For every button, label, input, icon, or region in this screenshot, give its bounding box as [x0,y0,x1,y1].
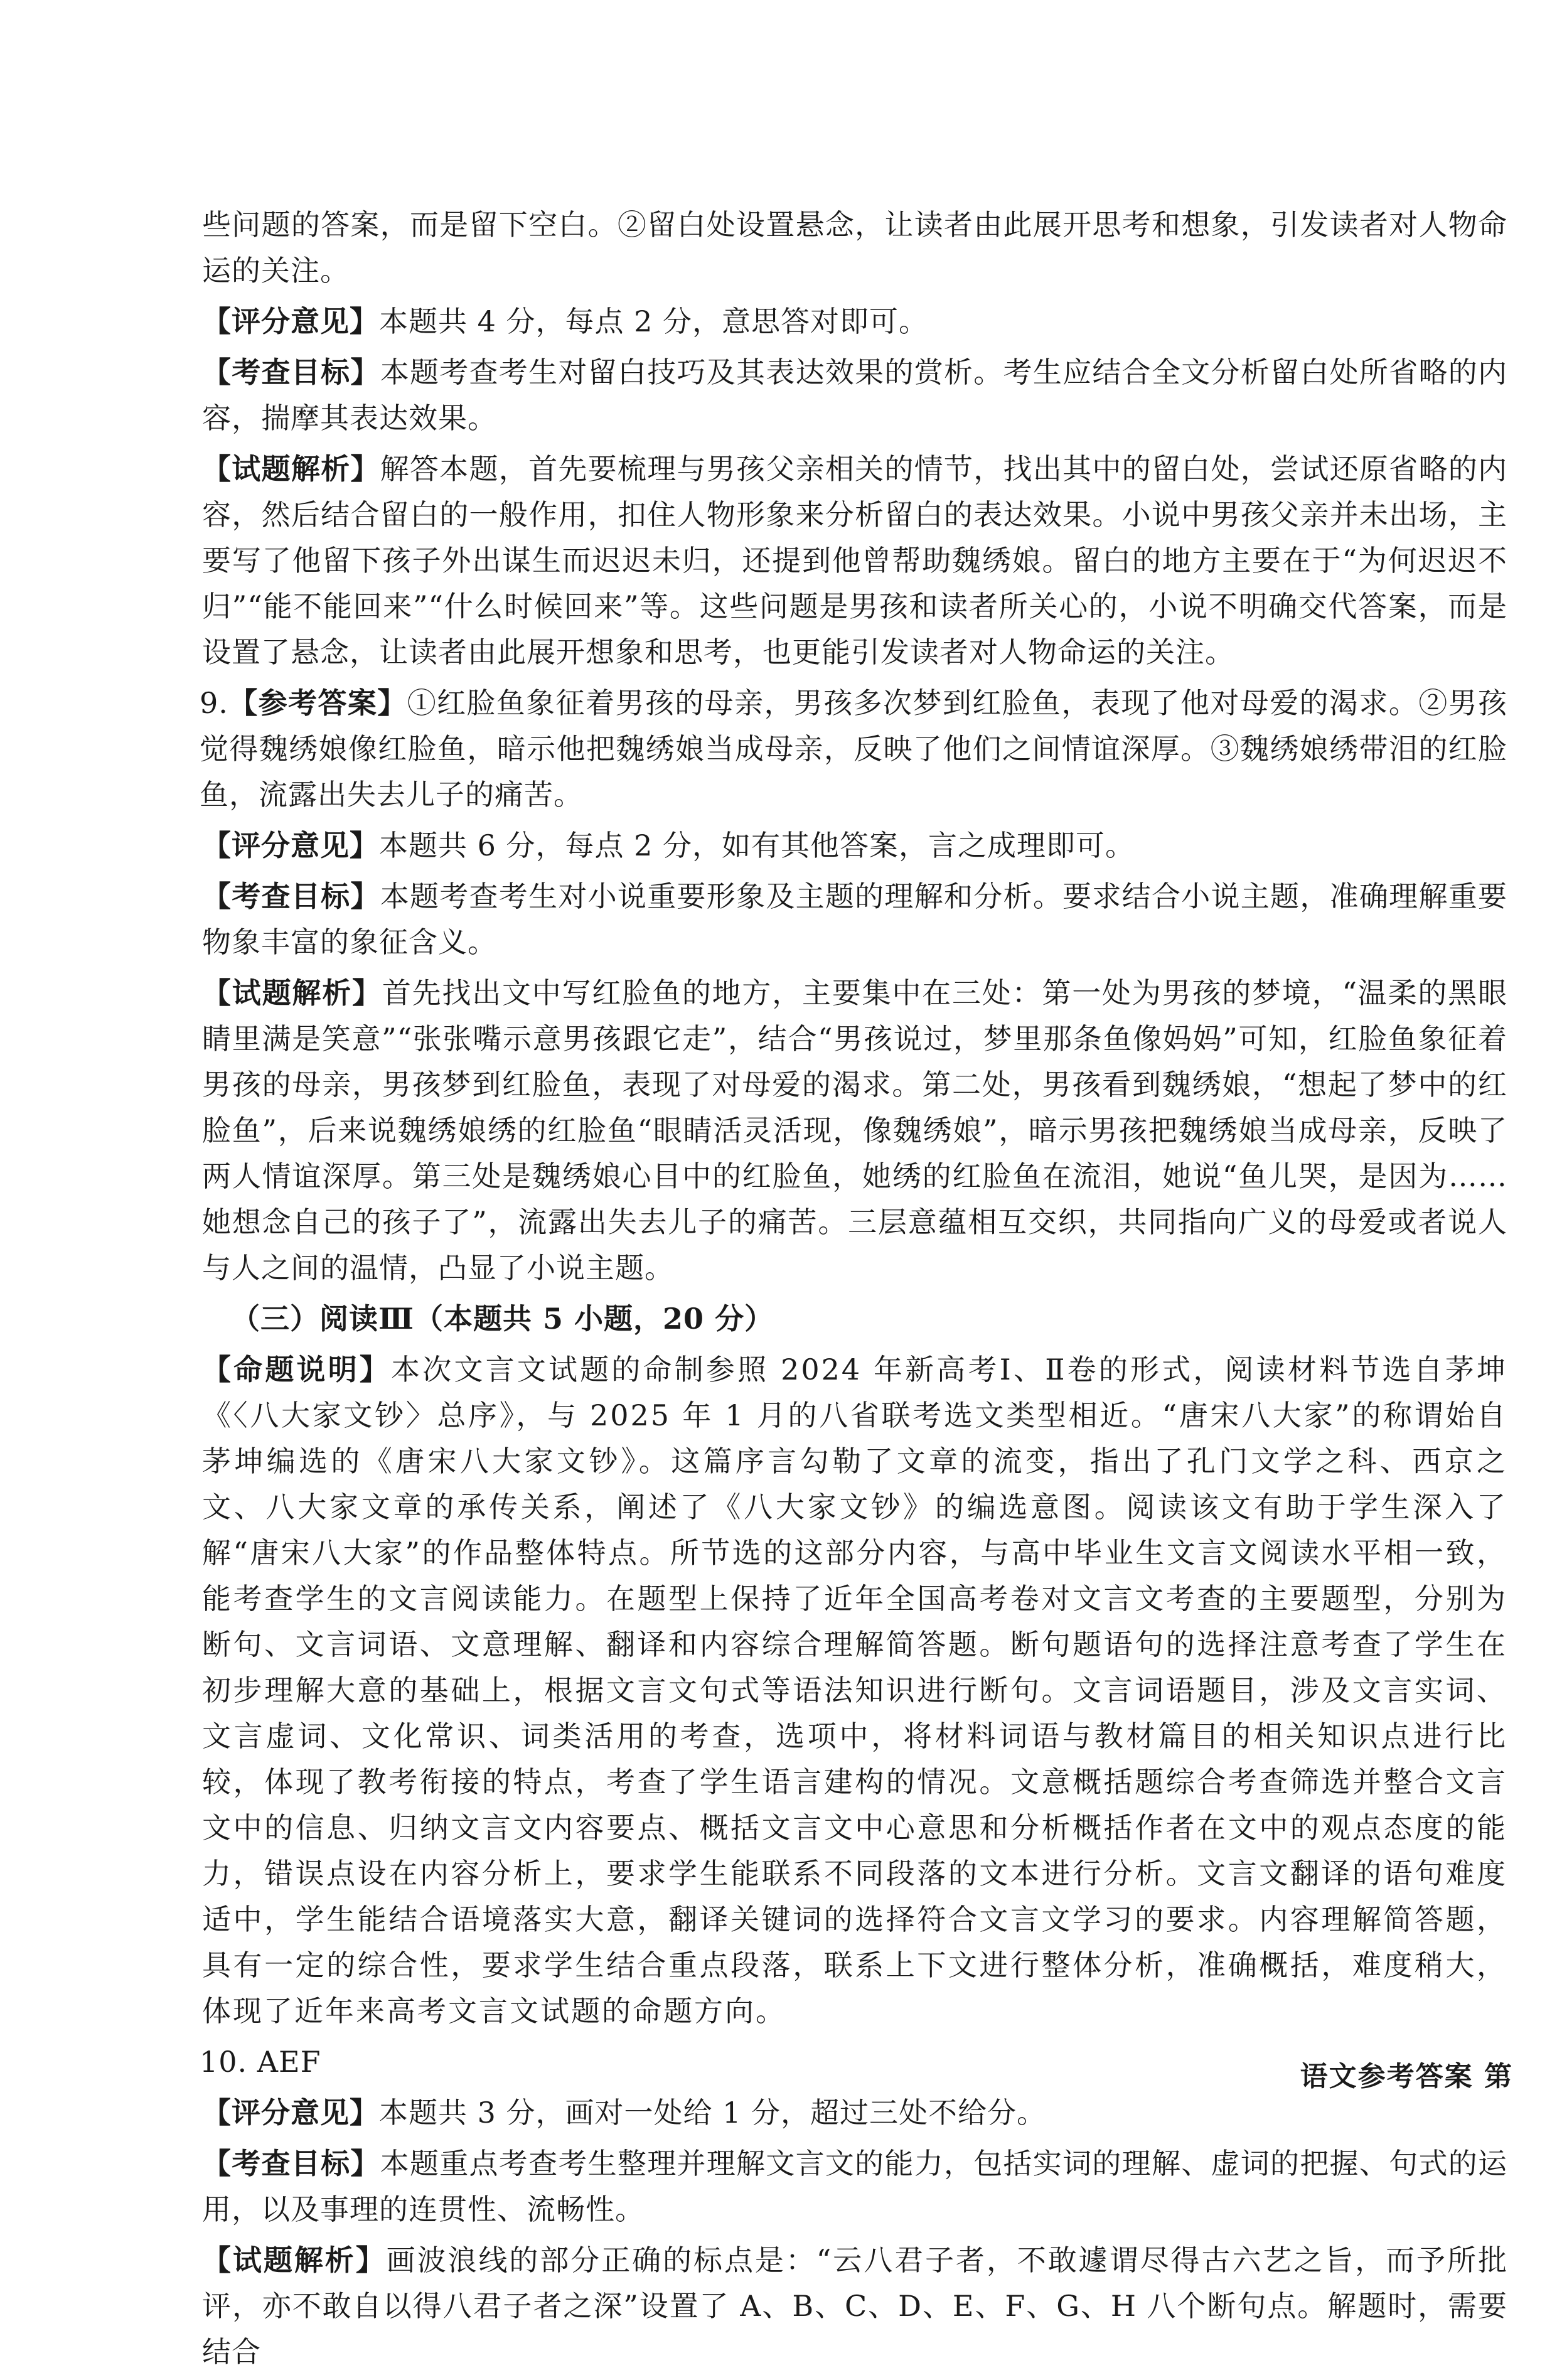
paragraph-objective-9 [202,874,1507,965]
paragraph-text: 解答本题，首先要梳理与男孩父亲相关的情节，找出其中的留白处，尝试还原省略的内容，然后结合留白的一般作用，扣住人物形象来分析留白的表达效果。小说中男孩父亲并未出场，主要写了他留下孩子外出谋生而迟迟未归，还提到他曾帮助魏绣娘。留白的地方主要在于“为何迟迟不归”“能不能回来”“什么时候回来”等。这些问题是男孩和读者所关心的，小说不明确交代答案，而是设置了悬念，让读者由此展开想象和思考，也更能引发读者对人物命运的关注。 [202,452,1508,669]
paragraph-scoring-8 [202,299,1507,345]
paragraph-answer-10: 10. AEF [200,2045,321,2079]
tag-label: 【试题解析】 [202,2243,387,2277]
paragraph-objective-10 [202,2141,1507,2233]
paragraph-analysis-8 [202,446,1507,675]
paragraph-answer-9 [200,680,1507,818]
tag-label: 【评分意见】 [202,2096,379,2130]
tag-label: 【考查目标】 [202,879,380,913]
tag-label: 【考查目标】 [202,2147,380,2180]
tag-label: 【试题解析】 [202,976,382,1010]
tag-label: 【参考答案】 [228,686,407,720]
section-heading: （三）阅读Ⅲ（本题共 5 小题，20 分） [231,1302,774,1336]
paragraph-text: ①红脸鱼象征着男孩的母亲，男孩多次梦到红脸鱼，表现了他对母爱的渴求。②男孩觉得魏绣娘像红脸鱼，暗示他把魏绣娘当成母亲，反映了他们之间情谊深厚。③魏绣娘绣带泪的红脸鱼，流露出失去儿子的痛苦。 [200,686,1508,812]
question-number: 9. [200,686,228,720]
paragraph-text: 本题考查考生对小说重要形象及主题的理解和分析。要求结合小说主题，准确理解重要物象丰富的象征含义。 [202,879,1508,959]
paragraph-answer-8-continued [202,202,1507,294]
paragraph-text: 本次文言文试题的命制参照 2024 年新高考Ⅰ、Ⅱ卷的形式，阅读材料节选自茅坤《〈八大家文钞〉总序》，与 2025 年 1 月的八省联考选文类型相近。“唐宋八大家”的称谓始自茅坤编选的《唐宋八大家文钞》。这篇序言勾勒了文章的流变，指出了孔门文学之科、西京之文、八大家文章的承传关系，阐述了《八大家文钞》的编选意图。阅读该文有助于学生深入了解“唐宋八大家”的作品整体特点。所节选的这部分内容，与高中毕业生文言文阅读水平相一致，能考查学生的文言阅读能力。在题型上保持了近年全国高考卷对文言文考查的主要题型，分别为断句、文言词语、文意理解、翻译和内容综合理解简答题。断句题语句的选择注意考查了学生在初步理解大意的基础上，根据文言文句式等语法知识进行断句。文言词语题目，涉及文言实词、文言虚词、文化常识、词类活用的考查，选项中，将材料词语与教材篇目的相关知识点进行比较，体现了教考衔接的特点，考查了学生语言建构的情况。文意概括题综合考查筛选并整合文言文中的信息、归纳文言文内容要点、概括文言文中心意思和分析概括作者在文中的观点态度的能力，错误点设在内容分析上，要求学生能联系不同段落的文本进行分析。文言文翻译的语句难度适中，学生能结合语境落实大意，翻译关键词的选择符合文言文学习的要求。内容理解简答题，具有一定的综合性，要求学生结合重点段落，联系上下文进行整体分析，准确概括，难度稍大，体现了近年来高考文言文试题的命题方向。 [202,1353,1508,2028]
tag-label: 【评分意见】 [202,304,379,338]
page-footer: 语文参考答案 第 [1300,2061,1513,2093]
paragraph-text: 本题共 6 分，每点 2 分，如有其他答案，言之成理即可。 [379,828,1135,862]
paragraph-text: 画波浪线的部分正确的标点是：“云八君子者，不敢遽谓尽得古六艺之旨，而予所批评，亦不敢自以得八君子者之深”设置了 A、B、C、D、E、F、G、H 八个断句点。解题时，需要结合 [202,2243,1507,2369]
paragraph-design-note [202,1347,1507,2034]
paragraph-text: 些问题的答案，而是留下空白。②留白处设置悬念，让读者由此展开思考和想象，引发读者对人物命运的关注。 [202,208,1507,287]
paragraph-analysis-10 [202,2238,1507,2375]
paragraph-scoring-9 [202,823,1507,869]
tag-label: 【试题解析】 [202,452,380,486]
paragraph-objective-8 [202,350,1507,441]
paragraph-text: 本题重点考查考生整理并理解文言文的能力，包括实词的理解、虚词的把握、句式的运用，以及事理的连贯性、流畅性。 [202,2147,1508,2226]
paragraph-scoring-10 [202,2090,1507,2136]
tag-label: 【命题说明】 [202,1353,392,1386]
paragraph-text: 本题共 3 分，画对一处给 1 分，超过三处不给分。 [379,2096,1047,2130]
tag-label: 【考查目标】 [202,355,380,389]
tag-label: 【评分意见】 [202,828,379,862]
paragraph-text: 首先找出文中写红脸鱼的地方，主要集中在三处：第一处为男孩的梦境，“温柔的黑眼睛里满是笑意”“张张嘴示意男孩跟它走”，结合“男孩说过，梦里那条鱼像妈妈”可知，红脸鱼象征着男孩的母亲，男孩梦到红脸鱼，表现了对母爱的渴求。第二处，男孩看到魏绣娘，“想起了梦中的红脸鱼”，后来说魏绣娘绣的红脸鱼“眼睛活灵活现，像魏绣娘”，暗示男孩把魏绣娘当成母亲，反映了两人情谊深厚。第三处是魏绣娘心目中的红脸鱼，她绣的红脸鱼在流泪，她说“鱼儿哭，是因为……她想念自己的孩子了”，流露出失去儿子的痛苦。三层意蕴相互交织，共同指向广义的母爱或者说人与人之间的温情，凸显了小说主题。 [202,976,1507,1285]
paragraph-text: 本题考查考生对留白技巧及其表达效果的赏析。考生应结合全文分析留白处所省略的内容，揣摩其表达效果。 [202,355,1508,435]
paragraph-analysis-9 [202,970,1507,1291]
paragraph-text: 本题共 4 分，每点 2 分，意思答对即可。 [379,304,929,338]
